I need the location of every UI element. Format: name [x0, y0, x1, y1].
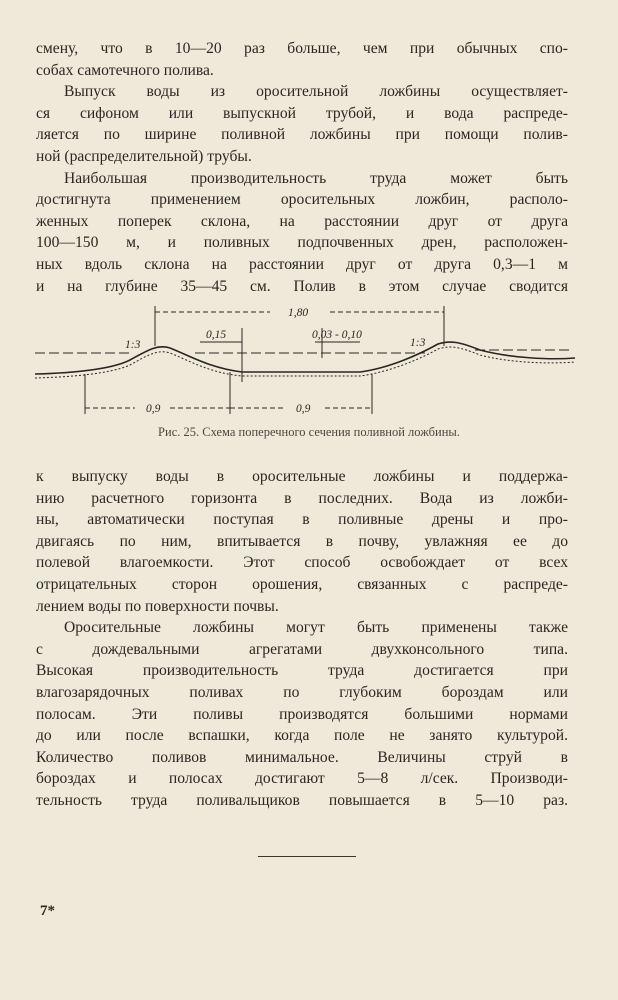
dim-total-label: 1,80	[288, 307, 309, 319]
text-line: тельность труда поливальщиков повышается в 5—10 раз.	[36, 791, 568, 809]
text-line: собах самотечного полива.	[36, 61, 214, 79]
text-line: достигнута применением оросительных ложбин, располо-	[36, 191, 568, 209]
text-line: 100—150 м, и поливных подпочвенных дрен, расположен-	[36, 234, 568, 252]
text-line: смену, что в 10—20 раз больше, чем при обычных спо-	[36, 40, 568, 57]
text-line: Выпуск воды из оросительной ложбины осуществляет-	[64, 83, 568, 101]
text-block-bottom	[36, 466, 568, 812]
text-line: двигаясь по ним, впитывается в почву, увлажняя ее до	[36, 532, 568, 550]
figure-caption: Рис. 25. Схема поперечного сечения поливной ложбины.	[158, 425, 460, 439]
text-line: ляется по ширине поливной ложбины при помощи полив-	[36, 126, 568, 144]
soil-hatch	[35, 347, 575, 378]
text-line: отрицательных сторон орошения, связанных с распреде-	[36, 575, 568, 593]
text-line: Оросительные ложбины могут быть применены также	[64, 619, 568, 637]
cross-section-figure	[30, 298, 586, 420]
text-line: к выпуску воды в оросительные ложбины и поддержа-	[36, 468, 568, 485]
text-block-top	[36, 38, 568, 297]
dim-half-right-label: 0,9	[296, 403, 311, 415]
slope-right-label: 1:3	[410, 337, 426, 349]
cross-section-diagram	[30, 298, 586, 420]
text-line: с дождевальными агрегатами двухконсольного типа.	[36, 640, 568, 658]
text-line: полосам. Эти поливы производятся большими нормами	[36, 705, 568, 723]
text-line: ных вдоль склона на расстоянии друг от друга 0,3—1 м	[36, 255, 568, 273]
dim-depth-label: 0,03 - 0,10	[312, 329, 362, 341]
text-line: нию расчетного горизонта в последних. Вода из ложби-	[36, 489, 568, 507]
text-line: Наибольшая производительность труда может быть	[64, 169, 568, 187]
text-line: влагозарядочных поливах по глубоким бороздам или	[36, 683, 568, 701]
section-divider	[258, 856, 356, 857]
text-line: ны, автоматически поступая в поливные дрены и про-	[36, 511, 568, 529]
text-line: полевой влагоемкости. Этот способ освобождает от всех	[36, 554, 568, 572]
text-line: бороздах и полосах достигают 5—8 л/сек. Производи-	[36, 770, 568, 788]
text-line: и на глубине 35—45 см. Полив в этом случае сводится	[36, 277, 568, 295]
text-line: Высокая производительность труда достигается при	[36, 662, 568, 680]
text-line: ся сифоном или выпускной трубой, и вода распреде-	[36, 104, 568, 122]
text-line: женных поперек склона, на расстоянии друг от друга	[36, 212, 568, 230]
dim-half-left-label: 0,9	[146, 403, 161, 415]
text-line: Количество поливов минимальное. Величины струй в	[36, 748, 568, 766]
text-line: лением воды по поверхности почвы.	[36, 597, 279, 615]
text-line: ной (распределительной) трубы.	[36, 147, 252, 165]
text-line: до или после вспашки, когда поле не занято культурой.	[36, 727, 568, 745]
slope-left-label: 1:3	[125, 339, 141, 351]
signature-mark: 7*	[40, 903, 55, 919]
dim-width-label: 0,15	[206, 329, 227, 341]
